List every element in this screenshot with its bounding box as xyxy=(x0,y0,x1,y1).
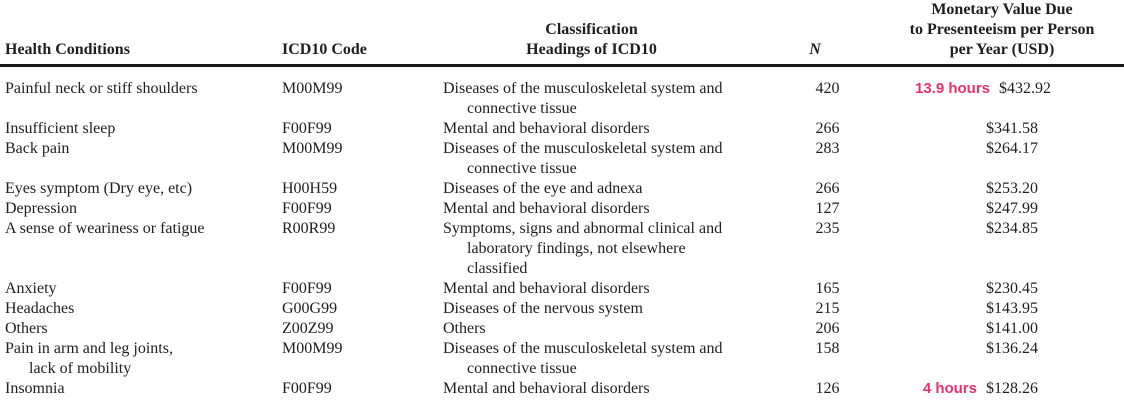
cell-health-condition: Painful neck or stiff shoulders xyxy=(5,80,198,97)
cell-icd10-code: R00R99 xyxy=(282,220,336,237)
monetary-value-text: $432.92 xyxy=(999,80,1052,97)
table-row xyxy=(5,139,1114,179)
hours-annotation: 13.9 hours xyxy=(915,80,991,97)
cell-monetary-value xyxy=(915,339,1114,379)
cell-monetary-value xyxy=(915,79,1114,119)
cell-classification: Diseases of the musculoskeletal system and connective tissue xyxy=(443,80,723,117)
cell-monetary-value xyxy=(915,379,1114,399)
header-cell-icd10-code: ICD10 Code xyxy=(282,41,367,58)
cell-monetary-value xyxy=(915,179,1114,199)
header-cell-n: N xyxy=(809,41,821,58)
cell-classification: Mental and behavioral disorders xyxy=(443,380,650,397)
cell-classification: Others xyxy=(443,320,486,337)
table-row xyxy=(5,79,1114,119)
cell-n: 206 xyxy=(815,320,840,337)
header-cell-health-conditions: Health Conditions xyxy=(5,41,130,58)
monetary-value-text: $136.24 xyxy=(986,340,1038,357)
cell-health-condition: Insufficient sleep xyxy=(5,120,116,137)
monetary-value-text: $141.00 xyxy=(986,320,1038,337)
cell-icd10-code: F00F99 xyxy=(282,200,332,217)
cell-health-condition: Insomnia xyxy=(5,380,65,397)
cell-n: 158 xyxy=(815,340,840,357)
cell-classification: Mental and behavioral disorders xyxy=(443,280,650,297)
monetary-value-text: $253.20 xyxy=(986,180,1038,197)
table-row xyxy=(5,379,1114,399)
table-row xyxy=(5,319,1114,339)
table-row xyxy=(5,179,1114,199)
table-row xyxy=(5,339,1114,379)
monetary-value-text: $234.85 xyxy=(986,220,1038,237)
cell-health-condition: Others xyxy=(5,320,48,337)
cell-classification: Symptoms, signs and abnormal clinical and laboratory findings, not elsewhere classified xyxy=(443,220,723,277)
hours-annotation: 4 hours xyxy=(922,380,977,397)
cell-health-condition: Anxiety xyxy=(5,280,57,297)
cell-n: 420 xyxy=(815,80,840,97)
cell-monetary-value xyxy=(915,139,1114,179)
cell-classification: Mental and behavioral disorders xyxy=(443,120,650,137)
cell-health-condition: Eyes symptom (Dry eye, etc) xyxy=(5,180,193,197)
cell-monetary-value xyxy=(915,199,1114,219)
cell-icd10-code: F00F99 xyxy=(282,380,332,397)
monetary-value-text: $264.17 xyxy=(986,140,1038,157)
cell-health-condition: Back pain xyxy=(5,140,70,157)
table-row xyxy=(5,279,1114,299)
table-row xyxy=(5,299,1114,319)
cell-icd10-code: F00F99 xyxy=(282,120,332,137)
cell-monetary-value xyxy=(915,279,1114,299)
cell-n: 127 xyxy=(815,200,840,217)
cell-n: 215 xyxy=(815,300,840,317)
monetary-value-text: $247.99 xyxy=(986,200,1038,217)
cell-monetary-value xyxy=(915,219,1114,279)
cell-n: 165 xyxy=(815,280,840,297)
cell-health-condition: Pain in arm and leg joints, lack of mobility xyxy=(5,340,173,377)
monetary-value-text: $341.58 xyxy=(986,120,1038,137)
cell-health-condition: A sense of weariness or fatigue xyxy=(5,220,205,237)
monetary-value-text: $143.95 xyxy=(986,300,1038,317)
table-header xyxy=(0,0,1124,67)
cell-n: 235 xyxy=(815,220,840,237)
cell-classification: Diseases of the musculoskeletal system and connective tissue xyxy=(443,140,723,177)
header-cell-monetary-value: Monetary Value Due to Presenteeism per Person per Year (USD) xyxy=(909,1,1095,58)
cell-monetary-value xyxy=(915,119,1114,139)
table-row xyxy=(5,119,1114,139)
cell-icd10-code: M00M99 xyxy=(282,340,343,357)
cell-icd10-code: Z00Z99 xyxy=(282,320,334,337)
cell-n: 126 xyxy=(815,380,840,397)
table-row xyxy=(5,199,1114,219)
cell-icd10-code: M00M99 xyxy=(282,140,343,157)
monetary-value-text: $230.45 xyxy=(986,280,1038,297)
cell-n: 266 xyxy=(815,180,840,197)
monetary-value-text: $128.26 xyxy=(986,380,1038,397)
cell-classification: Diseases of the nervous system xyxy=(443,300,643,317)
cell-monetary-value xyxy=(915,299,1114,319)
cell-health-condition: Headaches xyxy=(5,300,75,317)
cell-icd10-code: F00F99 xyxy=(282,280,332,297)
cell-classification: Diseases of the eye and adnexa xyxy=(443,180,643,197)
cell-icd10-code: M00M99 xyxy=(282,80,343,97)
cell-monetary-value xyxy=(915,319,1114,339)
cell-classification: Mental and behavioral disorders xyxy=(443,200,650,217)
header-cell-classification: Classification Headings of ICD10 xyxy=(526,21,657,58)
cell-icd10-code: H00H59 xyxy=(282,180,338,197)
cell-icd10-code: G00G99 xyxy=(282,300,338,317)
cell-n: 266 xyxy=(815,120,840,137)
cell-n: 283 xyxy=(815,140,840,157)
table-row xyxy=(5,219,1114,279)
cell-health-condition: Depression xyxy=(5,200,77,217)
cell-classification: Diseases of the musculoskeletal system and connective tissue xyxy=(443,340,723,377)
table-body xyxy=(0,67,1124,399)
